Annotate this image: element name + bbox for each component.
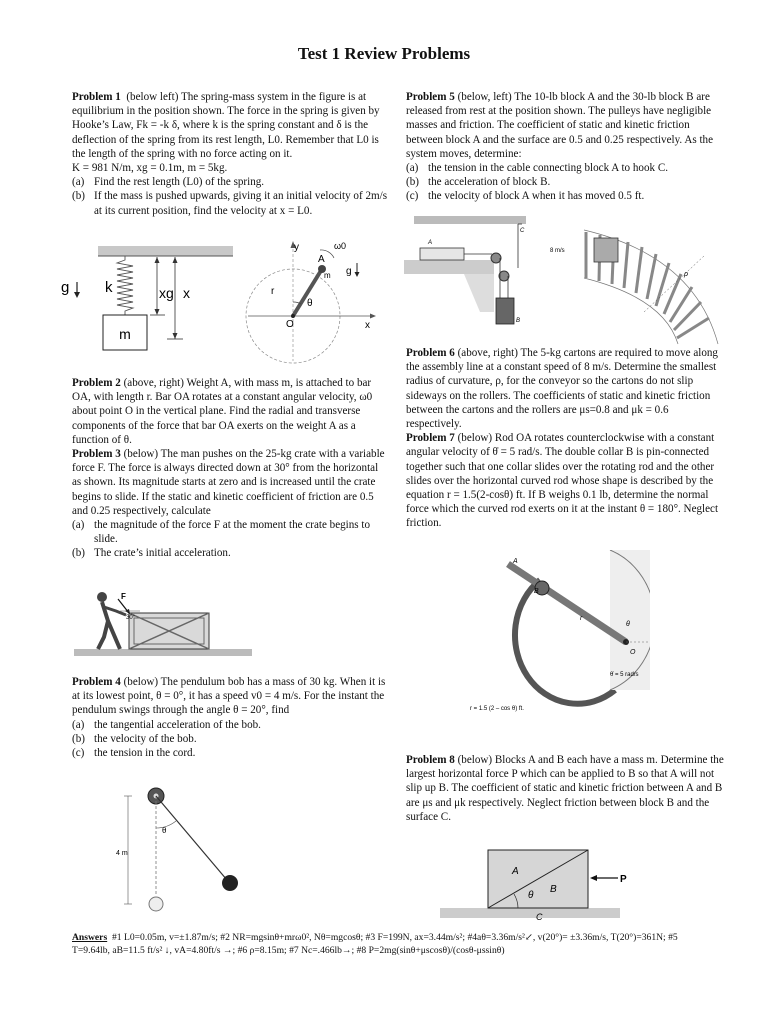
problem-3-part-b: (b) The crate’s initial acceleration. bbox=[72, 547, 231, 560]
problem-2-text: (above, right) Weight A, with mass m, is attached to bar OA, with length r. Bar OA rotates at a constant angular velocity, ω0 about point O in the vertical plane. Find the radial and transverse components of the force that bar OA exerts on the weight A as a function of θ. bbox=[72, 377, 373, 446]
problem-4-part-a: (a) the tangential acceleration of the bob. bbox=[72, 718, 261, 731]
problem-5-part-a: (a) the tension in the cable connecting block A to hook C. bbox=[406, 162, 669, 175]
omega-label: ω0 bbox=[334, 241, 347, 251]
ground bbox=[74, 649, 252, 656]
theta-label: θ bbox=[162, 826, 167, 835]
crate-push-figure bbox=[74, 585, 254, 657]
rho-label: ρ bbox=[684, 271, 689, 278]
x-axis-label: x bbox=[365, 320, 370, 331]
theta-label: θ bbox=[528, 890, 534, 901]
problem-3-label: Problem 3 bbox=[72, 448, 121, 461]
problem-5-label: Problem 5 bbox=[406, 91, 455, 103]
r-label: r bbox=[580, 615, 583, 622]
b-label: B bbox=[534, 588, 539, 595]
page-title: Test 1 Review Problems bbox=[297, 44, 471, 63]
problem-4-text: (below) The pendulum bob has a mass of 30 kg. When it is at its lowest point, θ = 0°, it has a speed v0 = 4 m/s. For the instant the pendulum swings through the angle θ = 20°, find bbox=[72, 676, 386, 717]
bob-lowest-position bbox=[149, 897, 163, 911]
problem-5 bbox=[406, 90, 726, 204]
hook-c-label: C bbox=[520, 228, 525, 234]
theta-label: θ bbox=[626, 621, 630, 628]
problem-1 bbox=[72, 90, 390, 218]
pulley-blocks-figure bbox=[404, 212, 539, 330]
carton bbox=[594, 238, 618, 262]
problem-4-part-c: (c) the tension in the cord. bbox=[72, 747, 196, 760]
equation-label: r = 1.5 (2 – cos θ) ft. bbox=[470, 706, 524, 712]
block-b bbox=[496, 298, 514, 324]
pulley-2 bbox=[499, 271, 509, 281]
mass-label: m bbox=[119, 326, 131, 342]
problem-8 bbox=[406, 753, 726, 824]
a-label: A bbox=[318, 254, 325, 265]
problem-1-label: Problem 1 bbox=[72, 91, 121, 103]
o-label: O bbox=[286, 319, 294, 330]
speed-label: 8 m/s bbox=[550, 248, 565, 254]
g-label: g bbox=[346, 266, 352, 277]
problem-7-text: (below) Rod OA rotates counterclockwise with a constant angular velocity of θ̇ = 5 rad/s. The double collar B is pin-connected together such that one collar slides over the rotating rod and the other slides over the horizontal curved rod whose shape is described by the equation r = 1.5(2-cosθ) ft. If B weighs 0.1 lb, determine the normal force which the curved rod exerts on it at the instant θ = 180°. Neglect friction. bbox=[406, 432, 719, 530]
block-a-label: A bbox=[428, 240, 433, 246]
problem-1-given: K = 981 N/m, xg = 0.1m, m = 5kg. bbox=[72, 162, 228, 175]
problem-6-label: Problem 6 bbox=[406, 347, 455, 359]
force-label: F bbox=[121, 592, 126, 601]
a-label: A bbox=[513, 558, 518, 565]
angle-label: 30° bbox=[126, 615, 136, 621]
problem-1-part-a: (a) Find the rest length (L0) of the spring. bbox=[72, 176, 265, 189]
problem-7-label: Problem 7 bbox=[406, 432, 455, 445]
pendulum-bob bbox=[222, 875, 238, 891]
pulley-1 bbox=[491, 253, 501, 263]
problem-2 bbox=[72, 376, 390, 561]
problem-5-part-b: (b) the acceleration of block B. bbox=[406, 176, 551, 189]
o-label: O bbox=[630, 649, 636, 656]
problem-3-part-a: (a) the magnitude of the force F at the moment the crate begins to slide. bbox=[72, 519, 371, 546]
spring-coil bbox=[117, 256, 133, 315]
ledge bbox=[404, 260, 494, 274]
theta-label: θ bbox=[307, 298, 313, 309]
block-b-label: B bbox=[550, 884, 557, 895]
rate-label: θ̇ = 5 rad/s bbox=[610, 672, 639, 678]
block-a bbox=[420, 248, 464, 260]
x-label: x bbox=[183, 285, 190, 301]
force-p-label: P bbox=[620, 874, 627, 885]
problem-5-text: (below, left) The 10-lb block A and the 30-lb block B are released from rest at the position shown. The pulleys have negligible masses and friction. The coefficient of static and kinetic friction between block A and the surface are 0.5 and 0.25 respectively. As the system moves, determine: bbox=[406, 91, 714, 160]
wedge-blocks-figure bbox=[440, 840, 640, 925]
rotating-bar-figure bbox=[238, 236, 388, 366]
conveyor-figure bbox=[544, 216, 744, 346]
problem-8-label: Problem 8 bbox=[406, 754, 455, 766]
problem-1-text: (below left) The spring-mass system in the figure is at equilibrium in the position shown. The force in the spring is given by Hooke’s Law, Fk = -k δ, where k is the spring constant and δ is the deflection of the spring from its rest length, L0. Remember that L0 is the length of the spring with no force acting on it. bbox=[72, 91, 380, 160]
m-label: m bbox=[324, 271, 331, 280]
problem-8-text: (below) Blocks A and B each have a mass m. Determine the largest horizontal force P which can be applied to B so that A will not slip up B. The coefficient of static and kinetic friction between A and B are μs and μk respectively. Neglect friction between block B and the surface C. bbox=[406, 754, 724, 823]
problem-1-part-b: (b) If the mass is pushed upwards, giving it an initial velocity of 2m/s at its current position, find the velocity at x = L0. bbox=[72, 190, 388, 217]
surface-c bbox=[440, 908, 620, 918]
block-a-label: A bbox=[512, 866, 519, 877]
surface-c-label: C bbox=[536, 912, 543, 922]
problem-4-label: Problem 4 bbox=[72, 676, 121, 688]
answers-text: #1 L0=0.05m, v=±1.87m/s; #2 NR=mgsinθ+mrω0², Nθ=mgcosθ; #3 F=199N, ax=3.44m/s²; #4aθ=3.36m/s²↙, v(20°)= ±3.36m/s, T(20°)=361N; #5 T=9.64lb, aB=11.5 ft/s² ↓, vA=4.80ft/s →; #6 ρ=8.15m; #7 Nc=.466lb→; #8 P=2mg(sinθ+μscosθ)/(cosθ-μssinθ) bbox=[72, 932, 678, 956]
answers-label: Answers bbox=[72, 932, 108, 943]
rod-oa bbox=[508, 564, 626, 642]
problem-4-part-b: (b) the velocity of the bob. bbox=[72, 732, 197, 745]
ceiling bbox=[414, 216, 526, 224]
problem-6 bbox=[406, 346, 726, 531]
length-label: 4 m bbox=[116, 850, 128, 857]
spring-mass-figure bbox=[55, 242, 235, 357]
r-label: r bbox=[271, 286, 275, 297]
problem-2-label: Problem 2 bbox=[72, 377, 121, 389]
y-axis-label: y bbox=[294, 242, 299, 253]
problem-4 bbox=[72, 675, 390, 760]
xg-label: xg bbox=[159, 285, 174, 301]
answers bbox=[72, 931, 712, 957]
spring-constant-label: k bbox=[105, 279, 113, 296]
problem-5-part-c: (c) the velocity of block A when it has moved 0.5 ft. bbox=[406, 190, 645, 203]
pendulum-cord bbox=[156, 796, 227, 880]
problem-6-text: (above, right) The 5-kg cartons are required to move along the assembly line at a constant speed of 8 m/s. Determine the smallest radius of curvature, ρ, for the conveyor so the cartons do not slip sideways on the rollers. The coefficients of static and kinetic friction between the cartons and the rollers are μs=0.8 and μk = 0.6 respectively. bbox=[406, 347, 718, 431]
gravity-label: g bbox=[61, 279, 70, 296]
pendulum-figure bbox=[110, 783, 250, 918]
problem-3-text: (below) The man pushes on the 25-kg crate with a variable force F. The force is always directed down at 30° from the horizontal as shown. Its magnitude starts at zero and is increased until the crate begins to slide. If the static and kinetic coefficient of friction are 0.5 and 0.25 respectively, calculate bbox=[72, 448, 385, 517]
man-head bbox=[97, 592, 107, 602]
ceiling-support bbox=[98, 246, 233, 256]
curved-rod-figure bbox=[450, 550, 650, 720]
block-b-label: B bbox=[516, 318, 521, 324]
